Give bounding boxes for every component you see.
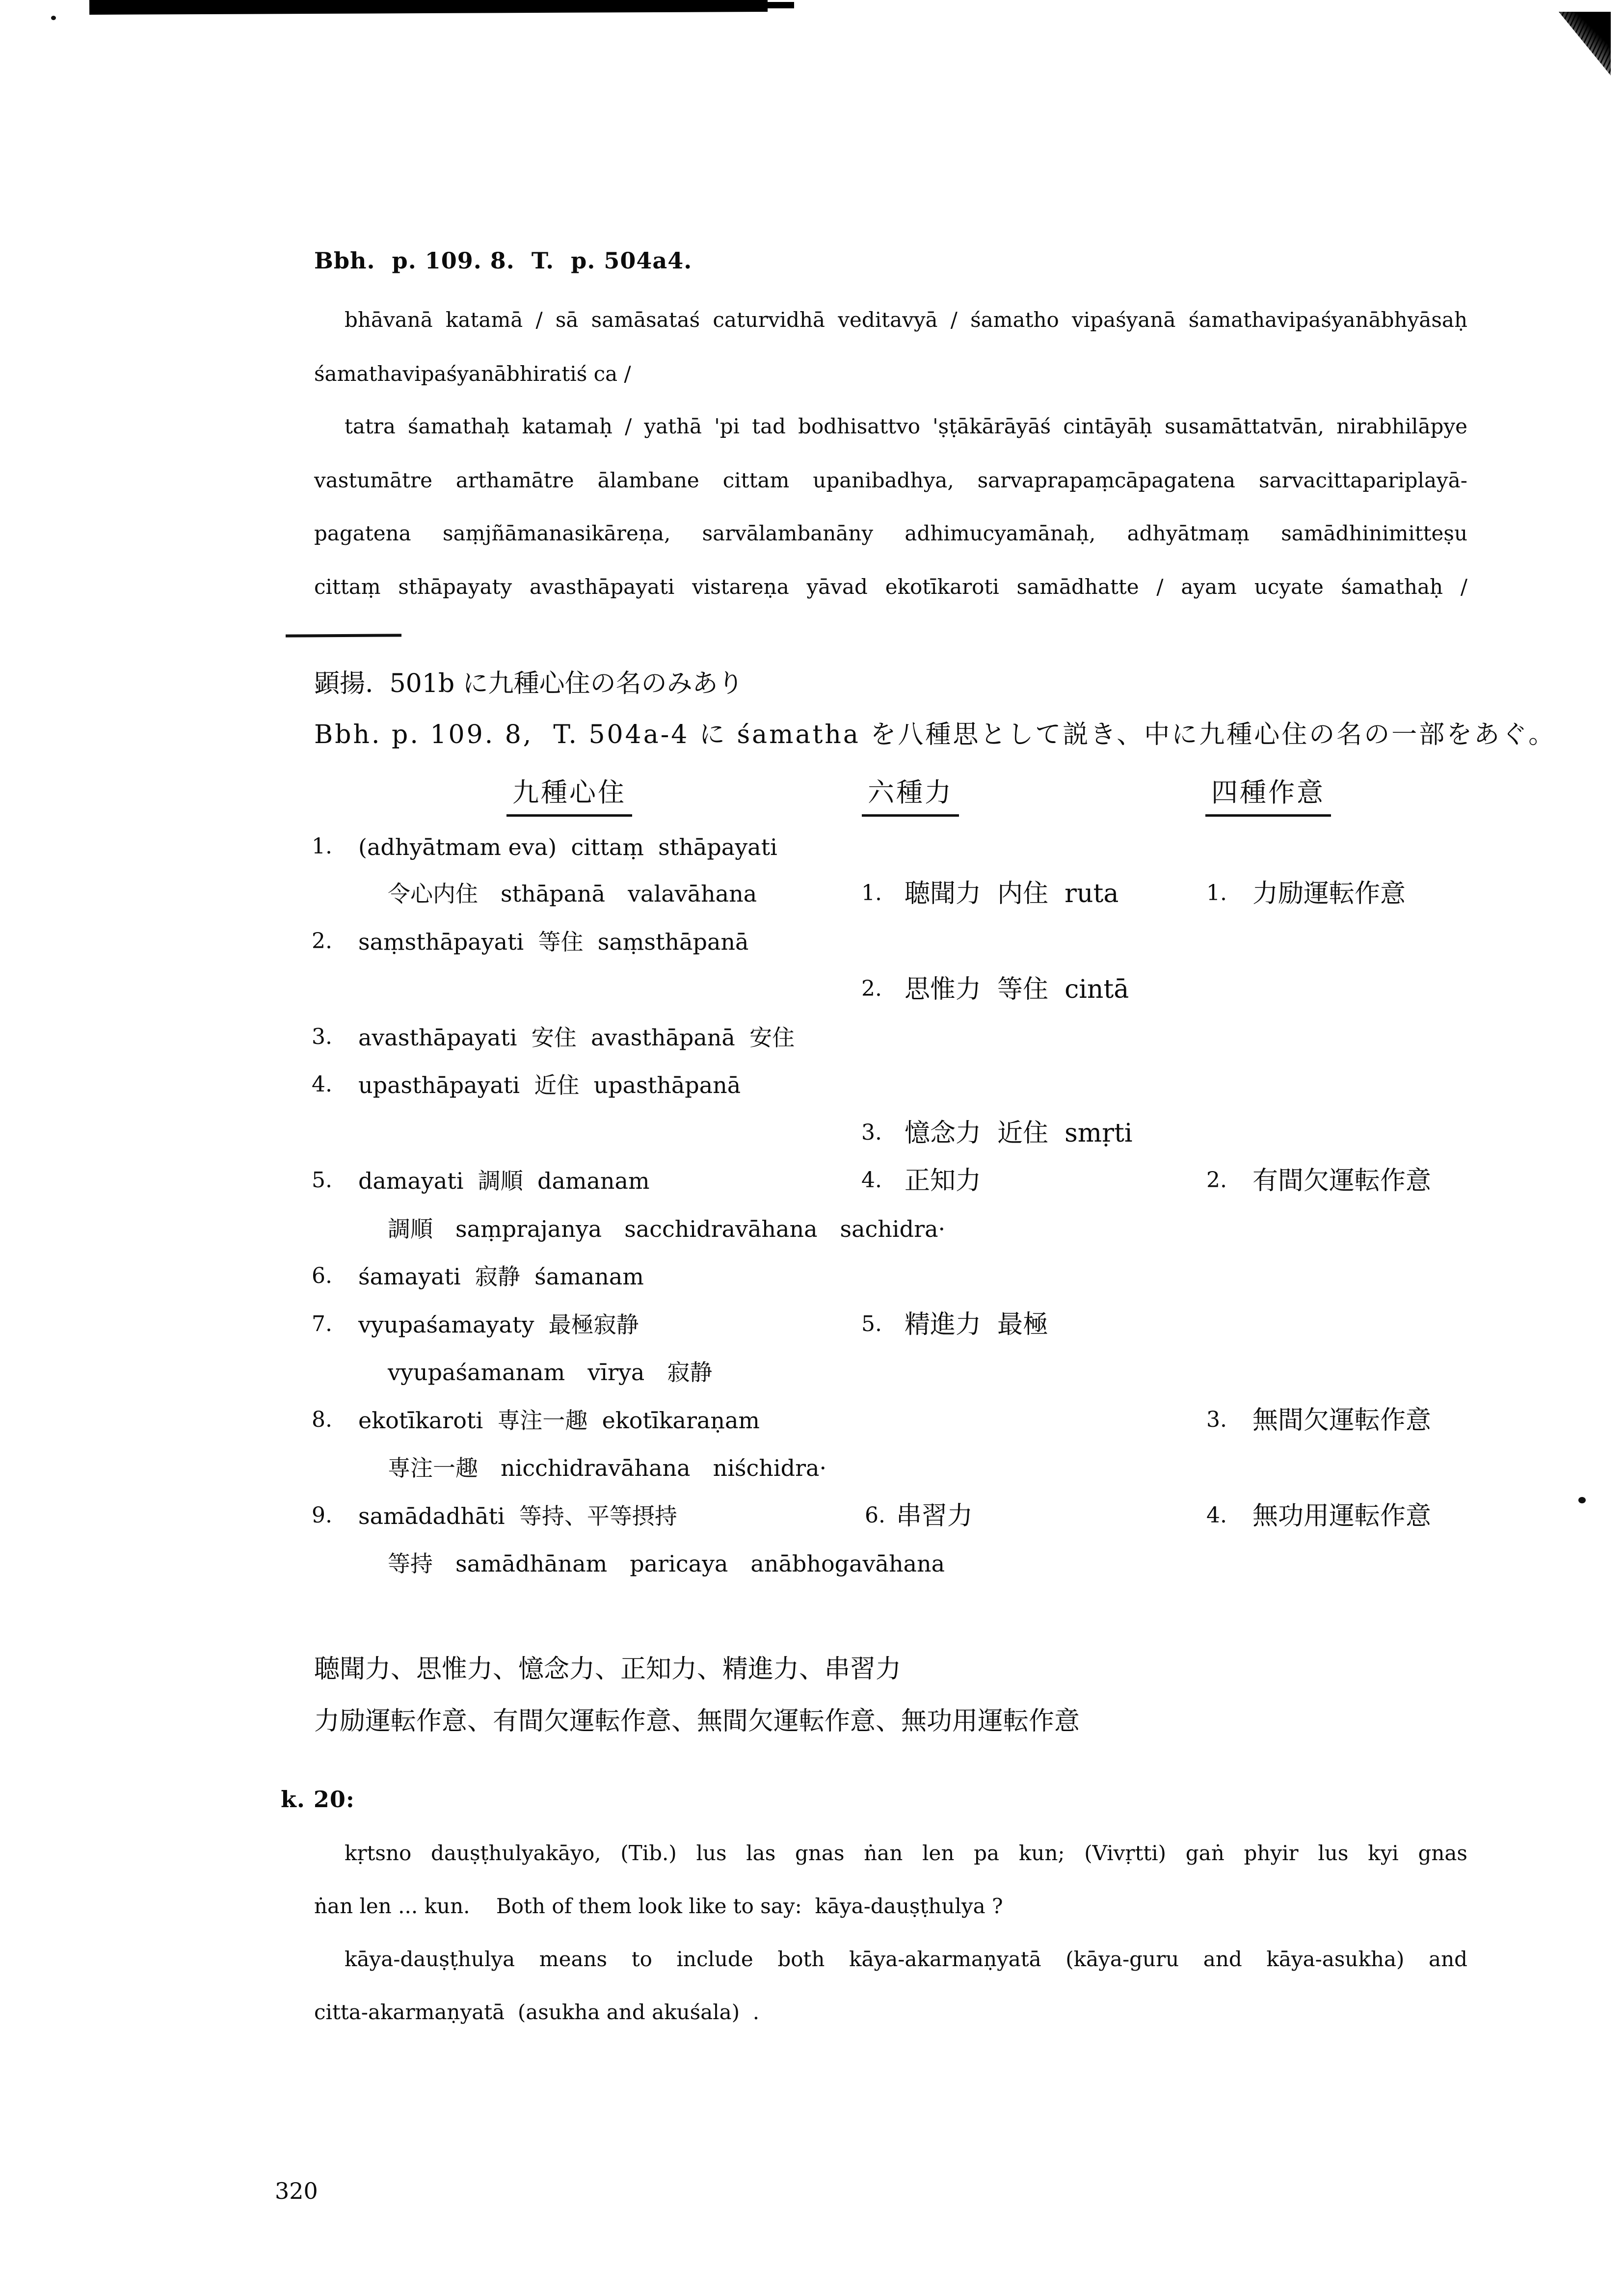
table-middle-num: 5. — [861, 1311, 882, 1336]
table-right-num: 4. — [1206, 1503, 1227, 1528]
table-middle-num: 4. — [861, 1168, 882, 1193]
table-middle-num: 1. — [861, 881, 882, 906]
table-middle-text: 串習力 — [896, 1501, 973, 1531]
page-number: 320 — [275, 2178, 318, 2204]
table-left-num: 5. — [312, 1168, 332, 1193]
table-left-text: ekotīkaroti 専注一趣 ekotīkaraṇam — [358, 1407, 760, 1434]
table-left-text: śamayati 寂静 śamanam — [358, 1263, 644, 1290]
column-header-six-powers: 六種力 — [862, 772, 959, 817]
note-line1: 顕揚. 501b に九種心住の名のみあり — [314, 669, 744, 698]
table-left-text-indent: 令心内住 sthāpanā valavāhana — [388, 881, 757, 907]
summary-four-attentions: 力励運転作意、有間欠運転作意、無間欠運転作意、無功用運転作意 — [314, 1707, 1080, 1736]
table-left-num: 9. — [312, 1503, 332, 1528]
scan-edge-bar — [89, 0, 768, 15]
table-middle-num: 6. — [865, 1503, 885, 1528]
table-left-text: samādadhāti 等持、平等摂持 — [358, 1503, 677, 1529]
table-left-text: (adhyātmam eva) cittaṃ sthāpayati — [358, 834, 777, 860]
k20-para2-line1: kāya-dauṣṭhulya means to include both kāya-akarmaṇyatā (kāya-guru and kāya-asukha) and — [345, 1947, 1467, 1971]
table-middle-text: 思惟力 等住 cintā — [905, 975, 1129, 1004]
table-left-num: 7. — [312, 1311, 332, 1336]
k20-para1-line1: kṛtsno dauṣṭhulyakāyo, (Tib.) lus las gnas ṅan len pa kun; (Vivṛtti) gaṅ phyir lus kyi gnas — [345, 1841, 1467, 1865]
k20-para1-line2: ṅan len ... kun. Both of them look like to say: kāya-dauṣṭhulya ? — [314, 1894, 1003, 1918]
table-right-text: 無間欠運転作意 — [1252, 1406, 1432, 1435]
table-left-num: 8. — [312, 1407, 332, 1432]
table-middle-num: 2. — [861, 976, 882, 1001]
sanskrit-para2-line1: tatra śamathaḥ katamaḥ / yathā 'pi tad bodhisattvo 'ṣṭākārāyāś cintāyāḥ susamāttatvān, nirabhilāpye — [345, 414, 1467, 438]
sanskrit-para1-line1: bhāvanā katamā / sā samāsataś caturvidhā veditavyā / śamatho vipaśyanā śamathavipaśyanābhyāsaḥ — [345, 308, 1467, 332]
table-right-num: 1. — [1206, 881, 1227, 906]
table-left-text-indent: 調順 saṃprajanya sacchidravāhana sachidra· — [388, 1216, 946, 1242]
table-middle-text: 精進力 最極 — [905, 1310, 1049, 1339]
table-left-num: 4. — [312, 1072, 332, 1097]
table-left-text-indent: 等持 samādhānam paricaya anābhogavāhana — [388, 1550, 945, 1577]
table-right-num: 2. — [1206, 1168, 1227, 1193]
sanskrit-para1-line2: śamathavipaśyanābhiratiś ca / — [314, 362, 631, 386]
table-middle-text: 聴聞力 内住 ruta — [905, 879, 1119, 908]
scan-edge-bar-tail — [760, 2, 794, 8]
table-left-text: upasthāpayati 近住 upasthāpanā — [358, 1072, 741, 1098]
table-left-num: 3. — [312, 1024, 332, 1049]
table-left-num: 2. — [312, 929, 332, 954]
sanskrit-para2-line3: pagatena saṃjñāmanasikāreṇa, sarvālambanāny adhimucyamānaḥ, adhyātmaṃ samādhinimitteṣu — [314, 521, 1467, 545]
k20-label: k. 20: — [281, 1786, 355, 1813]
table-right-num: 3. — [1206, 1407, 1227, 1432]
sanskrit-para2-line4: cittaṃ sthāpayaty avasthāpayati vistareṇa yāvad ekotīkaroti samādhatte / ayam ucyate śamathaḥ / — [314, 575, 1467, 599]
table-right-text: 力励運転作意 — [1252, 879, 1406, 908]
column-header-nine-abidings: 九種心住 — [506, 772, 632, 817]
table-left-num: 1. — [312, 834, 332, 859]
table-left-text: damayati 調順 damanam — [358, 1168, 650, 1194]
note-line2: Bbh. p. 109. 8, T. 504a-4 に śamatha を八種思として説き、中に九種心住の名の一部をあぐ。 — [314, 720, 1556, 749]
scan-speck-right — [1578, 1497, 1586, 1503]
table-left-text-indent: 専注一趣 nicchidravāhana niśchidra· — [388, 1455, 827, 1481]
divider-rule — [286, 634, 401, 637]
source-reference-heading: Bbh. p. 109. 8. T. p. 504a4. — [314, 247, 692, 274]
table-middle-text: 正知力 — [905, 1166, 982, 1196]
table-right-text: 無功用運転作意 — [1252, 1501, 1432, 1531]
scan-speck-topleft — [51, 16, 56, 20]
table-left-text: saṃsthāpayati 等住 saṃsthāpanā — [358, 929, 749, 955]
scan-corner-smudge — [1559, 12, 1611, 76]
column-header-four-attentions: 四種作意 — [1205, 772, 1331, 817]
k20-para2-line2: citta-akarmaṇyatā (asukha and akuśala) . — [314, 2000, 760, 2024]
sanskrit-para2-line2: vastumātre arthamātre ālambane cittam upanibadhya, sarvaprapaṃcāpagatena sarvacittapariplayā- — [314, 468, 1467, 492]
table-right-text: 有間欠運転作意 — [1252, 1166, 1432, 1196]
table-left-text: vyupaśamayaty 最極寂静 — [358, 1311, 639, 1338]
table-left-text-indent: vyupaśamanam vīrya 寂静 — [388, 1359, 713, 1386]
table-middle-text: 憶念力 近住 smṛti — [905, 1119, 1133, 1148]
summary-six-powers: 聴聞力、思惟力、憶念力、正知力、精進力、串習力 — [314, 1655, 902, 1684]
table-middle-num: 3. — [861, 1120, 882, 1145]
table-left-text: avasthāpayati 安住 avasthāpanā 安住 — [358, 1024, 795, 1051]
table-left-num: 6. — [312, 1263, 332, 1288]
